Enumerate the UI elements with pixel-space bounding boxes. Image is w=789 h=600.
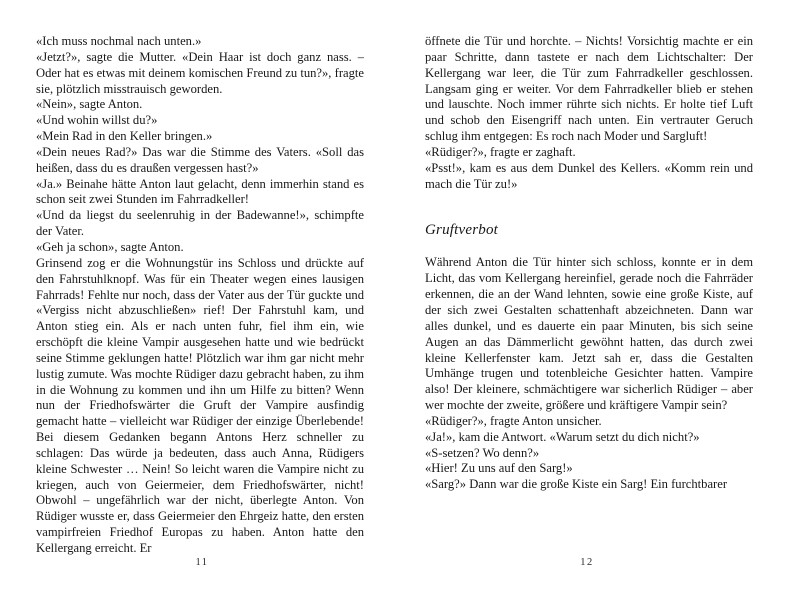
- paragraph: «Und da liegst du seelenruhig in der Badewanne!», schimpfte der Vater.: [36, 208, 364, 239]
- paragraph: «Dein neues Rad?» Das war die Stimme des Vaters. «Soll das heißen, dass du es draußen vergessen hast?»: [36, 144, 364, 175]
- paragraph: «Rüdiger?», fragte Anton unsicher.: [425, 413, 602, 428]
- paragraph: Während Anton die Tür hinter sich schloss, konnte er in dem Licht, das vom Kellergang hereinfiel, gerade noch die Fahrräder erkennen, die an der Wand lehnten, sowie eine große Kiste, auf der sich zwei Gestalten schattenhaft abzeichneten. Dann war alles dunkel, und es dauerte ein paar Minuten, bis sich seine Augen an das Dämmerlicht gewöhnt hatten, das durch zwei kleine Kellerfenster kam. Jetzt sah er, dass die Gestalten Umhänge trugen und totenbleiche Gesichter hatten. Vampire also! Der kleinere, schmächtigere war sicherlich Rüdiger – aber wer mochte der zweite, größere und kräftigere Vampir sein?: [425, 255, 753, 413]
- paragraph: «Ich muss nochmal nach unten.»: [36, 34, 202, 48]
- paragraph: «Rüdiger?», fragte er zaghaft.: [425, 144, 576, 159]
- left-text-column: [36, 34, 364, 576]
- paragraph: «Und wohin willst du?»: [36, 113, 158, 128]
- chapter-heading: Gruftverbot: [425, 222, 499, 239]
- page-number-right: 12: [580, 557, 594, 568]
- paragraph: Grinsend zog er die Wohnungstür ins Schloss und drückte auf den Fahrstuhlknopf. Was für ein Theater wegen eines lausigen Fahrrads! Fehlte nur noch, dass der Vater aus der Tür guckte und «Vergiss nicht abzuschließen» rief! Der Fahrstuhl kam, und Anton stieg ein. Als er nach unten fuhr, fiel ihm ein, wie erschöpft die kleine Vampir ausgesehen hatte und wie bedrückt seine Stimme geklungen hatte! Plötzlich war ihm gar nicht mehr lustig zumute. Was mochte Rüdiger dazu gebracht haben, zu ihm in die Wohnung zu kommen und ihn um Hilfe zu bitten? Wenn nun der Friedhofswärter die Gruft der Vampire ausfindig gemacht hatte – vielleicht war Rüdiger der einzige Überlebende! Bei diesem Gedanken begann Antons Herz schneller zu schlagen: Das würde ja bedeuten, dass auch Anna, Rüdigers kleine Schwester … Nein! So leicht waren die Vampire nicht zu kriegen, auch von Geiermeier, dem Friedhofswärter, nicht! Obwohl – ungefährlich war der nicht, überlegte Anton. Von Rüdiger wusste er, dass Geiermeier den Ehrgeiz hatte, den ersten vampirfreien Friedhof Europas zu haben. Anton hatte den Kellergang erreicht. Er: [36, 255, 364, 555]
- page-number-left: 11: [195, 557, 209, 568]
- paragraph: «Psst!», kam es aus dem Dunkel des Kellers. «Komm rein und mach die Tür zu!»: [425, 160, 753, 191]
- paragraph: «Ja.» Beinahe hätte Anton laut gelacht, denn immerhin stand es schon seit zwei Stunden im Fahrradkeller!: [36, 176, 364, 207]
- paragraph: «S-setzen? Wo denn?»: [425, 445, 540, 460]
- paragraph: «Jetzt?», sagte die Mutter. «Dein Haar ist doch ganz nass. – Oder hat es etwas mit deinem komischen Freund zu tun?», fragte sie, plötzlich misstrauisch geworden.: [36, 49, 364, 96]
- paragraph: «Nein», sagte Anton.: [36, 97, 143, 112]
- paragraph: «Ja!», kam die Antwort. «Warum setzt du dich nicht?»: [425, 429, 700, 444]
- page-left: [36, 34, 368, 576]
- paragraph: «Mein Rad in den Keller bringen.»: [36, 129, 213, 144]
- right-text-column: [425, 34, 753, 576]
- page-right: [421, 34, 753, 576]
- paragraph: öffnete die Tür und horchte. – Nichts! Vorsichtig machte er ein paar Schritte, dann tastete er nach dem Lichtschalter: Der Kellergang war leer, die Tür zum Fahrradkeller geschlossen. Langsam ging er weiter. Vor dem Fahrradkeller blieb er stehen und lauschte. Noch immer rührte sich nichts. Er holte tief Luft und schob den Eisengriff nach unten. Ein vertrauter Geruch schlug ihm entgegen: Es roch nach Moder und Sargluft!: [425, 34, 753, 144]
- paragraph: «Geh ja schon», sagte Anton.: [36, 239, 184, 254]
- paragraph: «Hier! Zu uns auf den Sarg!»: [425, 461, 573, 476]
- paragraph: «Sarg?» Dann war die große Kiste ein Sarg! Ein furchtbarer: [425, 477, 728, 492]
